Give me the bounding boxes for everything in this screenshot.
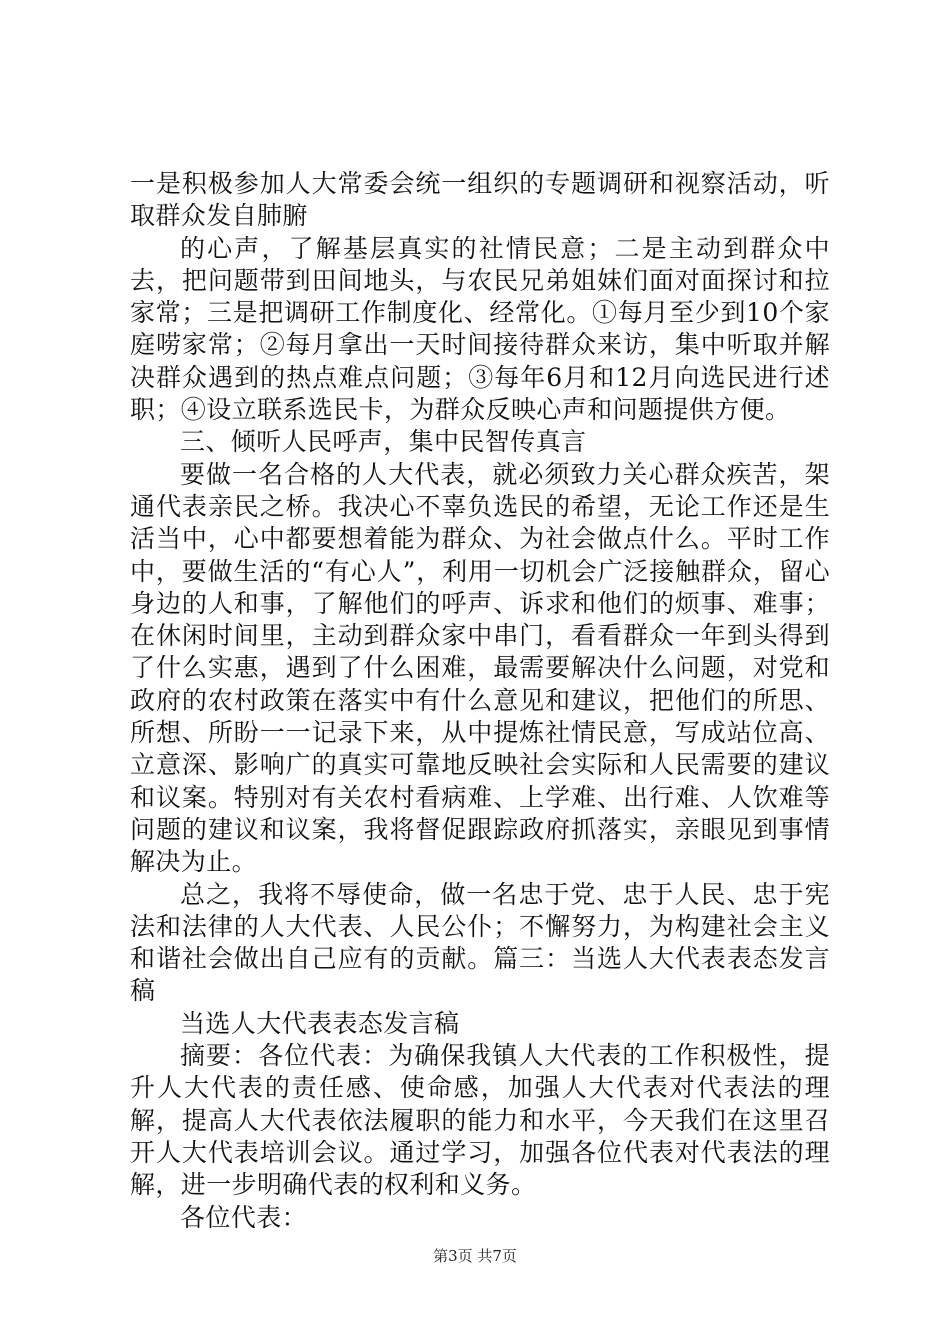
paragraph: 的心声，了解基层真实的社情民意；二是主动到群众中去，把问题带到田间地头，与农民兄弟姐妹们面对面探讨和拉家常；三是把调研工作制度化、经常化。①每月至少到10个家庭唠家常；②每月拿出一天时间接待群众来访，集中听取并解决群众遇到的热点难点问题；③每年6月和12月向选民进行述职；④设立联系选民卡，为群众反映心声和问题提供方便。 [130,233,830,425]
paragraph: 总之，我将不辱使命，做一名忠于党、忠于人民、忠于宪法和法律的人大代表、人民公仆；不懈努力，为构建社会主义和谐社会做出自己应有的贡献。篇三：当选人大代表表态发言稿 [130,879,830,1006]
paragraph: 要做一名合格的人大代表，就必须致力关心群众疾苦，架通代表亲民之桥。我决心不辜负选民的希望，无论工作还是生活当中，心中都要想着能为群众、为社会做点什么。平时工作中，要做生活的“有心人”，利用一切机会广泛接触群众，留心身边的人和事，了解他们的呼声、诉求和他们的烦事、难事；在休闲时间里，主动到群众家中串门，看看群众一年到头得到了什么实惠，遇到了什么困难，最需要解决什么问题，对党和政府的农村政策在落实中有什么意见和建议，把他们的所思、所想、所盼一一记录下来，从中提炼社情民意，写成站位高、立意深、影响广的真实可靠地反映社会实际和人民需要的建议和议案。特别对有关农村看病难、上学难、出行难、人饮难等问题的建议和议案，我将督促跟踪政府抓落实，亲眼见到事情解决为止。 [130,459,830,877]
document-body [130,168,830,1234]
document-title: 当选人大代表表态发言稿 [180,1008,460,1038]
paragraph: 一是积极参加人大常委会统一组织的专题调研和视察活动，听取群众发自肺腑 [130,169,830,231]
paragraph: 摘要：各位代表：为确保我镇人大代表的工作积极性，提升人大代表的责任感、使命感，加强人大代表对代表法的理解，提高人大代表依法履职的能力和水平，今天我们在这里召开人大代表培训会议。通过学习，加强各位代表对代表法的理解，进一步明确代表的权利和义务。 [130,1041,830,1200]
salutation: 各位代表： [180,1202,308,1232]
page-number: 第3页 共7页 [433,1247,517,1265]
section-heading: 三、倾听人民呼声，集中民智传真言 [180,427,587,457]
